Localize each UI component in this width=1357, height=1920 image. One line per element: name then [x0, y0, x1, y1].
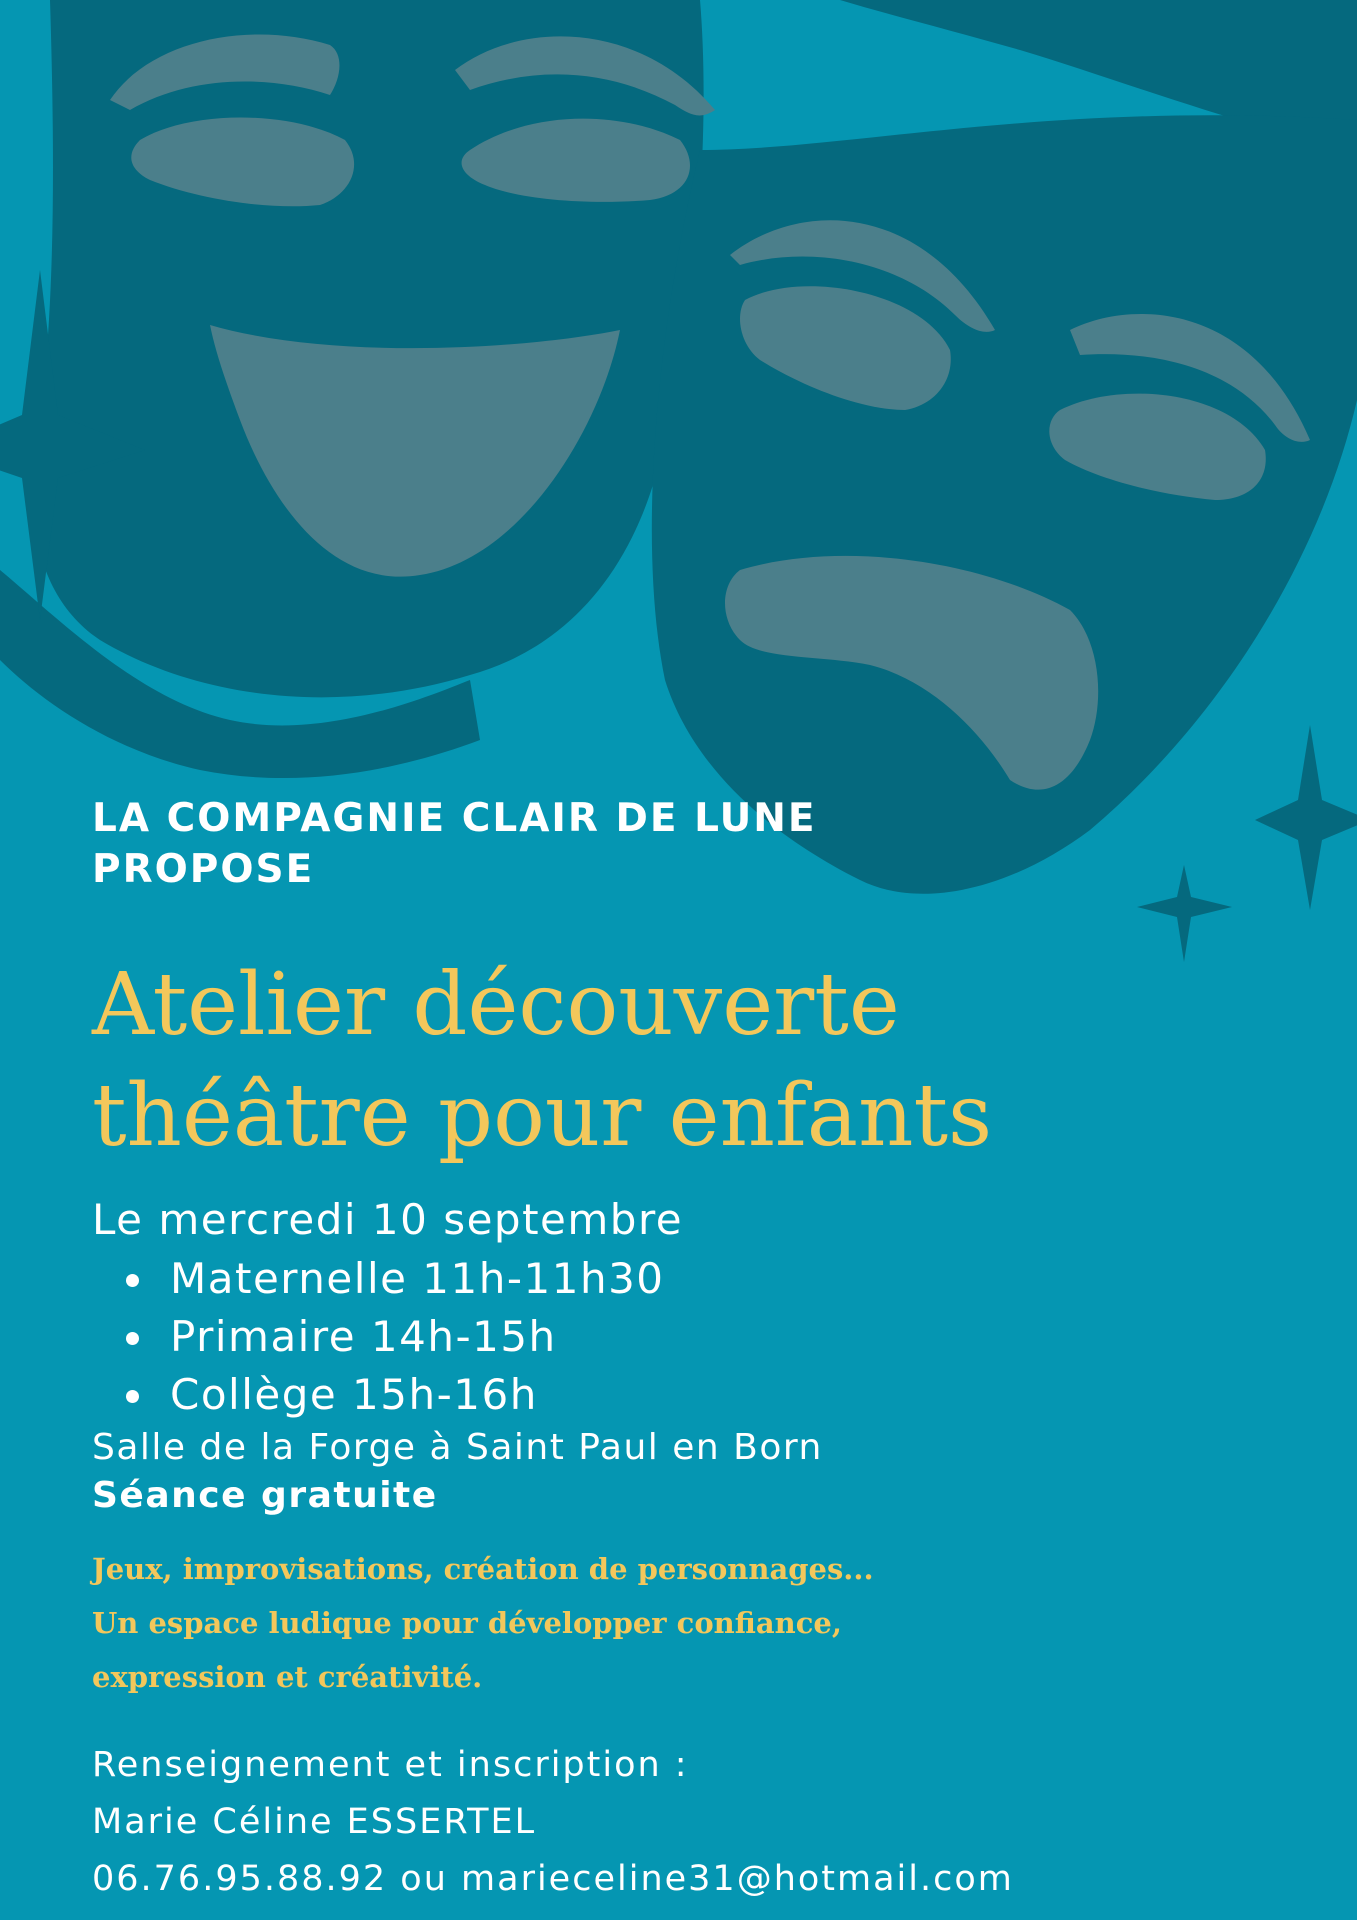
pitch-text	[92, 1542, 992, 1704]
session-label: Primaire 14h-15h	[170, 1312, 557, 1361]
session-label: Collège 15h-16h	[170, 1370, 538, 1419]
list-item	[92, 1308, 665, 1366]
session-list	[92, 1250, 665, 1424]
contact-name: Marie Céline ESSERTEL	[92, 1802, 537, 1842]
pitch-line: Jeux, improvisations, création de personnages...	[92, 1552, 874, 1586]
bullet-icon	[126, 1274, 139, 1287]
venue: Salle de la Forge à Saint Paul en Born	[92, 1427, 823, 1468]
list-item	[92, 1366, 665, 1424]
title-line: Atelier découverte	[92, 955, 900, 1055]
presenter	[92, 793, 892, 895]
price-badge: Séance gratuite	[92, 1475, 438, 1516]
session-label: Maternelle 11h-11h30	[170, 1254, 665, 1303]
list-item	[92, 1250, 665, 1308]
contact-block	[92, 1737, 1014, 1908]
presenter-line: PROPOSE	[92, 847, 315, 892]
bullet-icon	[126, 1332, 139, 1345]
contact-heading: Renseignement et inscription :	[92, 1745, 689, 1785]
tragedy-mask-icon	[652, 115, 1357, 894]
bullet-icon	[126, 1390, 139, 1403]
pitch-line: expression et créativité.	[92, 1660, 483, 1694]
presenter-line: LA COMPAGNIE CLAIR DE LUNE	[92, 796, 817, 841]
contact-details: 06.76.95.88.92 ou marieceline31@hotmail.com	[92, 1859, 1014, 1899]
page-title	[92, 950, 1292, 1172]
pitch-line: Un espace ludique pour développer confiance,	[92, 1606, 842, 1640]
title-line: théâtre pour enfants	[92, 1066, 993, 1166]
event-date: Le mercredi 10 septembre	[92, 1195, 684, 1244]
